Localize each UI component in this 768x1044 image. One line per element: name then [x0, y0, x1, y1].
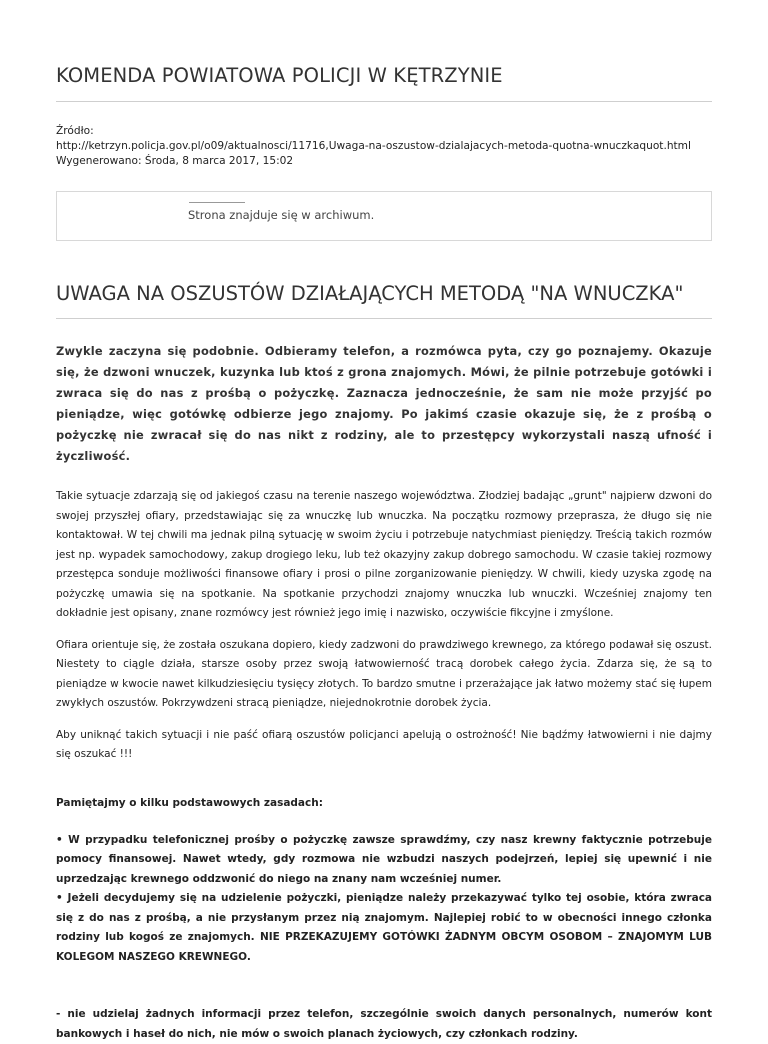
rule-item-2 [56, 889, 712, 967]
archive-divider [189, 202, 245, 203]
archive-notice: Strona znajduje się w archiwum. [188, 208, 375, 222]
final-advice: - nie udzielaj żadnych informacji przez telefon, szczególnie swoich danych personalnych, numerów kont bankowych i haseł do nich, nie mów o swoich planach życiowych, czy członkach rodziny. [56, 1008, 712, 1040]
site-title: KOMENDA POWIATOWA POLICJI W KĘTRZYNIE [56, 64, 503, 87]
archive-notice-box [56, 191, 712, 241]
source-url[interactable]: http://ketrzyn.policja.gov.pl/o09/aktualnosci/11716,Uwaga-na-oszustow-dzialajacych-metoda-quotna-wnuczkaquot.html [56, 140, 691, 152]
source-meta [56, 124, 712, 169]
rule-item-2-warning: NIE PRZEKAZUJEMY GOTÓWKI ŻADNYM OBCYM OSOBOM – ZNAJOMYM LUB KOLEGOM NASZEGO KREWNEGO. [56, 931, 712, 963]
rule-item-1: • W przypadku telefonicznej prośby o pożyczkę zawsze sprawdźmy, czy nasz krewny faktycznie potrzebuje pomocy finansowej. Nawet wtedy, gdy rozmowa nie wzbudzi naszych podejrzeń, lepiej się upewnić i nie uprzedzając krewnego oddzwonić do niego na znany nam wcześniej numer. [56, 833, 712, 885]
article-lead: Zwykle zaczyna się podobnie. Odbieramy telefon, a rozmówca pyta, czy go poznajemy. Okazuje się, że dzwoni wnuczek, kuzynka lub ktoś z grona znajomych. Mówi, że pilnie potrzebuje gotówki i zwraca się do nas z prośbą o pożyczkę. Zaznacza jednocześnie, że sam nie może przyjść po pieniądze, więc gotówkę odbierze jego znajomy. Po jakimś czasie okazuje się, że z prośbą o pożyczkę nie zwracał się do nas nikt z rodziny, ale to przestępcy wykorzystali naszą ufność i życzliwość. [56, 344, 712, 463]
rules-heading: Pamiętajmy o kilku podstawowych zasadach: [56, 796, 323, 809]
title-divider [56, 318, 712, 319]
source-label: Źródło: [56, 125, 94, 137]
generated-date: Wygenerowano: Środa, 8 marca 2017, 15:02 [56, 155, 294, 167]
article-title: UWAGA NA OSZUSTÓW DZIAŁAJĄCYCH METODĄ "NA WNUCZKA" [56, 282, 684, 305]
header-divider [56, 101, 712, 102]
rule-item-2-text: • Jeżeli decydujemy się na udzielenie pożyczki, pieniądze należy przekazywać tylko tej osobie, która zwraca się z do nas z prośbą, a nie przysłanym przez nią znajomym. Najlepiej robić to w obecności innego członka rodziny lub kogoś ze znajomych. [56, 892, 712, 943]
article-paragraph-1: Takie sytuacje zdarzają się od jakiegoś czasu na terenie naszego województwa. Złodziej badając „grunt" najpierw dzwoni do swojej przyszłej ofiary, przedstawiając się za wnuczkę lub wnuczka. Na początku rozmowy przeprasza, że długo się nie kontaktował. W tej chwili ma jednak pilną sytuację w swoim życiu i potrzebuje natychmiast pieniędzy. Treścią takich rozmów jest np. wypadek samochodowy, zakup drogiego leku, lub też okazyjny zakup dobrego samochodu. W czasie takiej rozmowy przestępca sonduje możliwości finansowe ofiary i prosi o pilne zorganizowanie pieniędzy. W chwili, kiedy uzyska zgodę na pożyczkę umawia się na spotkanie. Na spotkanie przychodzi znajomy wnuczka lub wnuczki. Wcześniej znajomy ten dokładnie jest opisany, znane rozmówcy jest również jego imię i nazwisko, oczywiście fikcyjne i zmyślone. [56, 490, 712, 619]
article-paragraph-3: Aby uniknąć takich sytuacji i nie paść ofiarą oszustów policjanci apelują o ostrożność! Nie bądźmy łatwowierni i nie dajmy się oszukać !!! [56, 728, 712, 760]
article-paragraph-2: Ofiara orientuje się, że została oszukana dopiero, kiedy zadzwoni do prawdziwego krewnego, za którego podawał się oszust. Niestety to ciągle działa, starsze osoby przez swoją łatwowierność tracą dorobek całego życia. Zdarza się, że są to pieniądze w kwocie nawet kilkudziesięciu tysięcy złotych. To bardzo smutne i przerażające jak łatwo możemy stać się łupem zwykłych oszustów. Pokrzywdzeni stracą pieniądze, niejednokrotnie dorobek życia. [56, 638, 712, 709]
rules-list [56, 831, 712, 968]
